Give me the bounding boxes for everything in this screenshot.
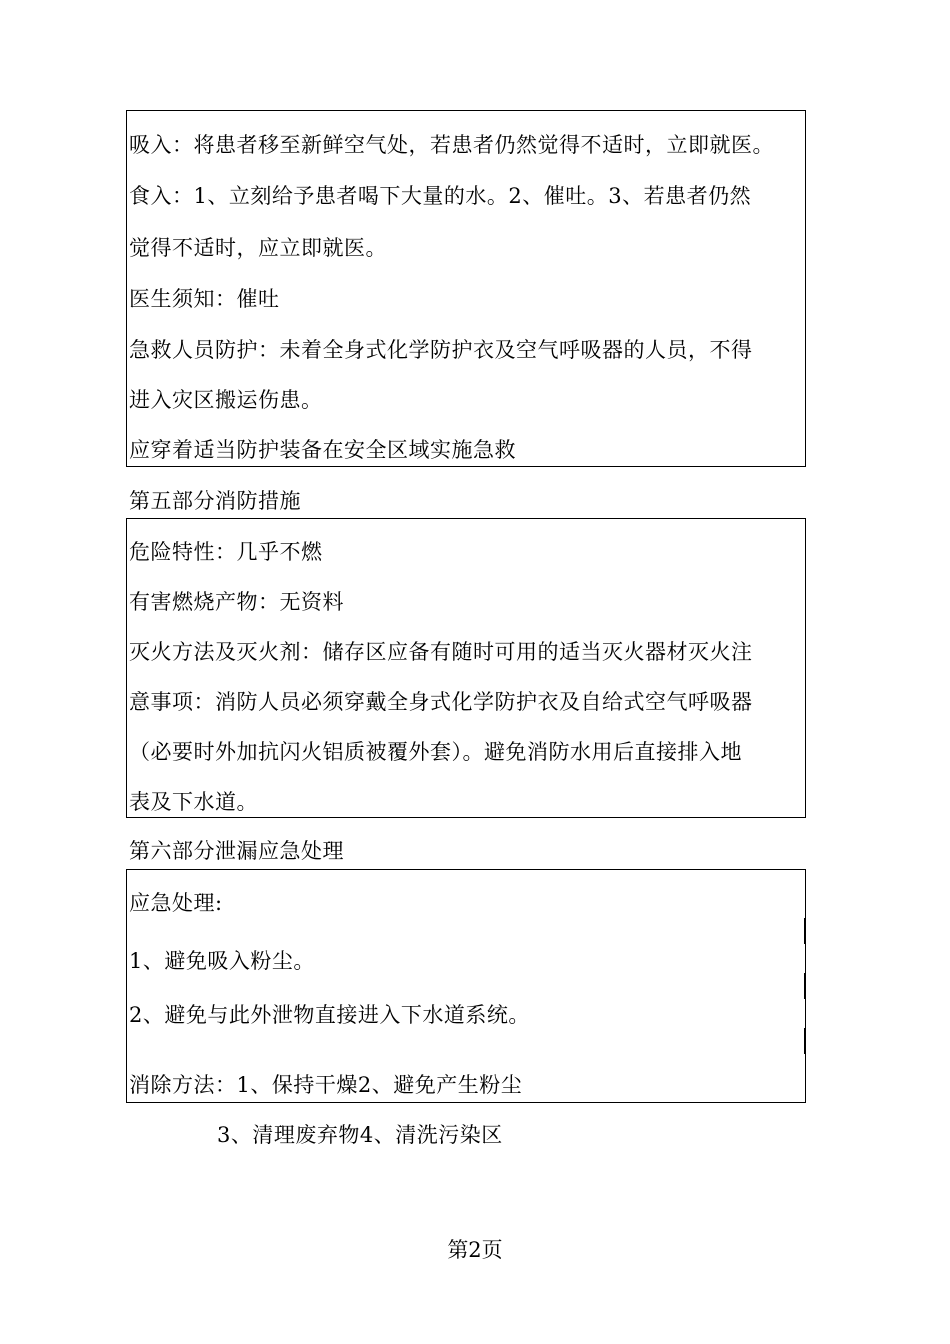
- fire-hazard: 危险特性：几乎不燃: [129, 540, 323, 564]
- first-aid-rescuer-protection: 急救人员防护：未着全身式化学防护衣及空气呼吸器的人员，不得: [129, 338, 753, 362]
- fire-extinguishing-method-cont2: （必要时外加抗闪火铝质被覆外套）。避免消防水用后直接排入地: [129, 740, 742, 764]
- right-border-mark: [804, 918, 806, 944]
- spill-step-2: 2、避免与此外泄物直接进入下水道系统。: [129, 1003, 530, 1027]
- section6-heading: 第六部分泄漏应急处理: [129, 839, 344, 863]
- section5-heading: 第五部分消防措施: [129, 489, 301, 513]
- fire-fighting-box: [126, 518, 806, 818]
- first-aid-ingestion-cont: 觉得不适时，应立即就医。: [129, 236, 387, 260]
- first-aid-ingestion: 食入：1、立刻给予患者喝下大量的水。2、催吐。3、若患者仍然: [129, 184, 752, 208]
- first-aid-box: [126, 110, 806, 467]
- right-border-mark: [804, 973, 806, 999]
- spill-response-title: 应急处理:: [129, 891, 223, 915]
- spill-removal-method-cont: 3、清理废弃物4、清洗污染区: [217, 1123, 503, 1147]
- spill-response-box: [126, 869, 806, 1103]
- fire-combustion-products: 有害燃烧产物：无资料: [129, 590, 344, 614]
- fire-extinguishing-method-cont3: 表及下水道。: [129, 790, 258, 814]
- right-border-mark: [804, 1028, 806, 1054]
- first-aid-rescuer-protection-cont: 进入灾区搬运伤患。: [129, 388, 323, 412]
- fire-extinguishing-method: 灭火方法及灭火剂：储存区应备有随时可用的适当灭火器材灭火注: [129, 640, 753, 664]
- spill-removal-method: 消除方法：1、保持干燥2、避免产生粉尘: [129, 1073, 523, 1097]
- fire-extinguishing-method-cont1: 意事项：消防人员必须穿戴全身式化学防护衣及自给式空气呼吸器: [129, 690, 753, 714]
- page-number: 第2页: [447, 1238, 503, 1262]
- first-aid-safe-zone: 应穿着适当防护装备在安全区域实施急救: [129, 438, 516, 462]
- first-aid-doctor-note: 医生须知：催吐: [129, 287, 280, 311]
- first-aid-inhalation: 吸入：将患者移至新鲜空气处，若患者仍然觉得不适时，立即就医。: [129, 133, 774, 157]
- spill-step-1: 1、避免吸入粉尘。: [129, 949, 315, 973]
